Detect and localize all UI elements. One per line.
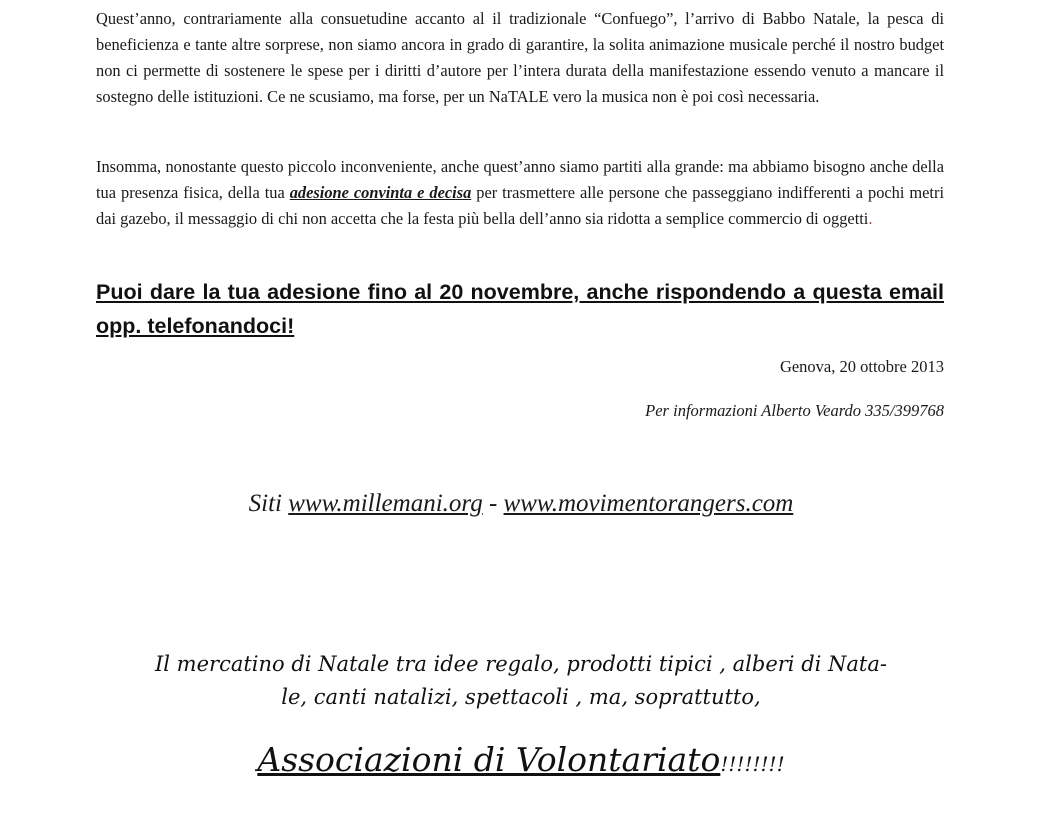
contact-info: Per informazioni Alberto Veardo 335/399768	[645, 401, 944, 420]
associations-title: Associazioni di Volontariato	[257, 740, 721, 779]
appeal-text-before: Insomma, nonostante questo piccolo inconveniente, anche quest’anno siamo partiti alla grande: ma abbiamo bisogno anche della tua presenza fisica, della tua	[96, 157, 944, 202]
appeal-text-after: per trasmettere alle persone che passeggiano indifferenti a pochi metri dai gazebo, il messaggio di chi non accetta che la festa più bella dell’anno sia ridotta a semplice commercio di oggetti	[96, 183, 944, 228]
websites-line	[0, 490, 1042, 518]
movimentorangers-link[interactable]: www.movimentorangers.com	[503, 490, 794, 517]
sites-separator: -	[482, 490, 504, 517]
market-description	[0, 648, 1042, 714]
millemani-link[interactable]: www.millemani.org	[288, 490, 483, 517]
intro-paragraph-text: Quest’anno, contrariamente alla consuetudine accanto al il tradizionale “Confuego”, l’arrivo di Babbo Natale, la pesca di beneficienza e tante altre sorprese, non siamo ancora in grado di garantire, la solita animazione musicale perché il nostro budget non ci permette di sostenere le spese per i diritti d’autore per l’intera durata della manifestazione essendo venuto a mancare il sostegno delle istituzioni. Ce ne scusiamo, ma forse, per un NaTALE vero la musica non è poi così necessaria.	[96, 9, 944, 106]
market-description-line-1: Il mercatino di Natale tra idee regalo, prodotti tipici , alberi di Nata-	[155, 652, 887, 676]
sites-label: Siti	[248, 490, 289, 517]
adhesion-emphasis: adesione convinta e decisa	[289, 183, 472, 202]
appeal-paragraph	[96, 154, 944, 232]
associations-heading	[0, 738, 1042, 786]
appeal-final-period: .	[868, 209, 873, 228]
adhesion-deadline-callout: Puoi dare la tua adesione fino al 20 novembre, anche rispondendo a questa email opp. telefonandoci!	[96, 280, 944, 338]
associations-exclamations: !!!!!!!!	[720, 752, 785, 776]
intro-paragraph	[96, 6, 944, 110]
place-and-date: Genova, 20 ottobre 2013	[779, 357, 944, 376]
market-description-line-2: le, canti natalizi, spettacoli , ma, soprattutto,	[281, 685, 761, 709]
